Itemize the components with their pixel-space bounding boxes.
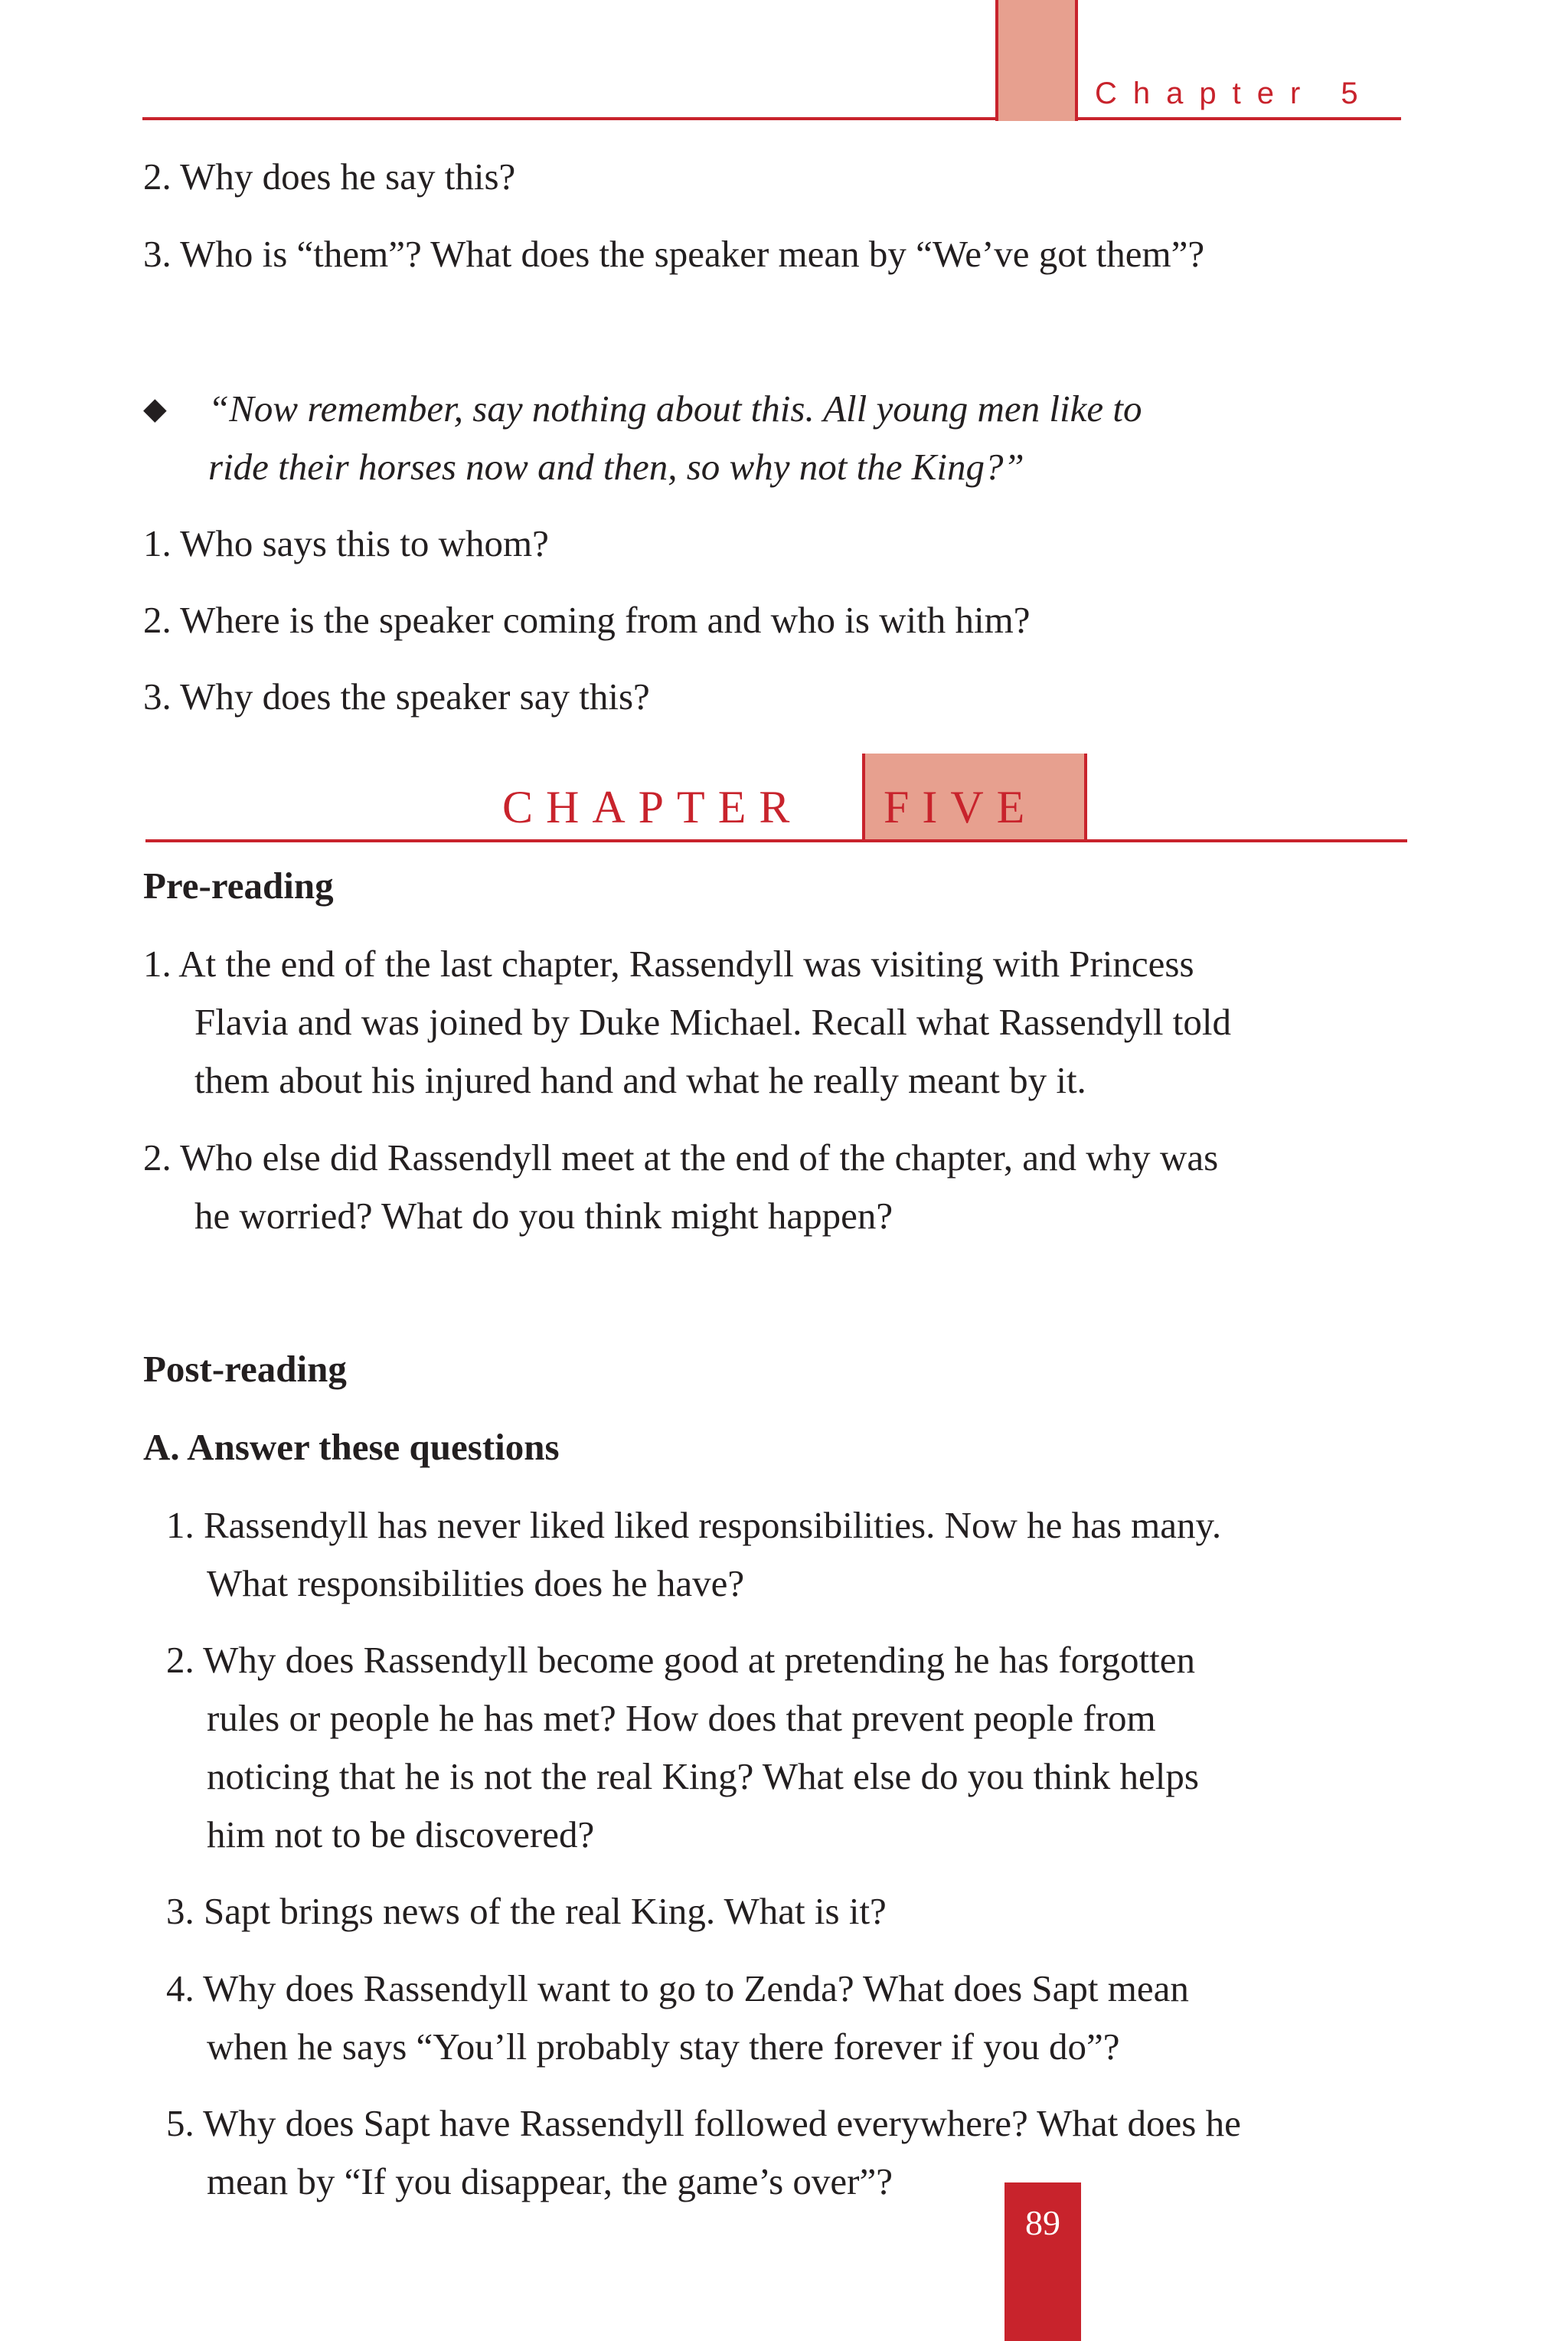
post-reading-line: What responsibilities does he have?: [207, 1562, 745, 1604]
header-tab-edge: [995, 0, 998, 121]
post-reading-line: mean by “If you disappear, the game’s over”?: [207, 2160, 893, 2202]
question-line: 2. Where is the speaker coming from and who is with him?: [143, 599, 1031, 641]
post-reading-line: him not to be discovered?: [207, 1813, 595, 1855]
post-reading-line: 3. Sapt brings news of the real King. What is it?: [166, 1890, 887, 1932]
header-tab-edge: [1075, 0, 1078, 121]
subsection-heading: A. Answer these questions: [143, 1426, 560, 1468]
post-reading-line: 4. Why does Rassendyll want to go to Zenda? What does Sapt mean: [166, 1967, 1189, 2009]
post-reading-line: 2. Why does Rassendyll become good at pretending he has forgotten: [166, 1639, 1196, 1681]
question-line: 1. Who says this to whom?: [143, 522, 549, 564]
running-head: Chapter 5: [1095, 77, 1374, 110]
chapter-rule: [145, 839, 1407, 842]
post-reading-line: 1. Rassendyll has never liked liked responsibilities. Now he has many.: [166, 1504, 1222, 1546]
pre-reading-line: he worried? What do you think might happen?: [194, 1195, 893, 1237]
pre-reading-line: 1. At the end of the last chapter, Rassendyll was visiting with Princess: [143, 943, 1194, 985]
section-heading: Pre-reading: [143, 865, 334, 907]
page-number: 89: [1025, 2203, 1060, 2242]
section-heading: Post-reading: [143, 1348, 347, 1390]
post-reading-line: noticing that he is not the real King? What else do you think helps: [207, 1755, 1199, 1797]
header-rule: [142, 117, 1401, 120]
header-tab: [998, 0, 1075, 121]
question-line: 3. Why does the speaker say this?: [143, 675, 650, 718]
question-line: 2. Why does he say this?: [143, 155, 516, 198]
chapter-tab-edge: [862, 754, 865, 842]
quote-line: ride their horses now and then, so why not the King?”: [208, 446, 1024, 488]
pre-reading-line: Flavia and was joined by Duke Michael. Recall what Rassendyll told: [194, 1001, 1232, 1043]
pre-reading-line: 2. Who else did Rassendyll meet at the end of the chapter, and why was: [143, 1136, 1219, 1179]
chapter-heading-word: CHAPTER: [502, 782, 803, 832]
post-reading-line: rules or people he has met? How does that prevent people from: [207, 1697, 1156, 1739]
post-reading-line: 5. Why does Sapt have Rassendyll followed everywhere? What does he: [166, 2102, 1241, 2144]
diamond-bullet-icon: ◆: [143, 391, 167, 426]
chapter-heading-number: FIVE: [884, 782, 1038, 832]
question-line: 3. Who is “them”? What does the speaker mean by “We’ve got them”?: [143, 233, 1205, 275]
post-reading-line: when he says “You’ll probably stay there forever if you do”?: [207, 2025, 1120, 2068]
pre-reading-line: them about his injured hand and what he really meant by it.: [194, 1059, 1086, 1101]
chapter-tab-edge: [1084, 754, 1087, 842]
quote-line: “Now remember, say nothing about this. All young men like to: [208, 387, 1142, 430]
